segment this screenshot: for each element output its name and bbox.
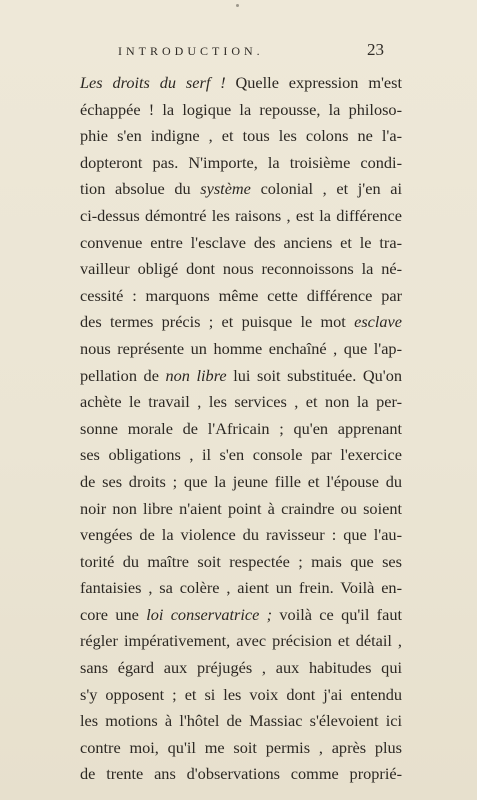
text-line	[80, 682, 402, 709]
page-number: 23	[367, 40, 384, 59]
text-segment: de ses droits ; que la jeune fille et l'épouse du	[80, 471, 402, 491]
text-segment: sonne morale de l'Africain ; qu'en apprenant	[80, 418, 402, 438]
text-segment: pellation de	[80, 365, 166, 385]
text-segment: s'y opposent ; et si les voix dont j'ai entendu	[80, 684, 402, 704]
italic-segment: système	[200, 179, 251, 199]
text-line	[80, 363, 402, 390]
text-line	[80, 469, 402, 496]
text-line	[80, 150, 402, 177]
text-segment: vengées de la violence du ravisseur : que l'au-	[80, 525, 402, 545]
text-line	[80, 522, 402, 549]
text-line	[80, 735, 402, 762]
body-text	[80, 70, 402, 788]
italic-segment: Les droits du serf !	[80, 73, 226, 92]
text-segment: core une	[80, 604, 147, 624]
text-line	[80, 309, 402, 336]
text-segment: torité du maître soit respectée ; mais que ses	[80, 551, 402, 571]
running-title: INTRODUCTION.	[118, 44, 264, 58]
text-segment: sans égard aux préjugés , aux habitudes qui	[80, 658, 402, 678]
text-line	[80, 389, 402, 416]
text-line	[80, 256, 402, 283]
text-segment: lui soit substituée. Qu'on	[226, 365, 402, 385]
italic-segment: loi conservatrice ;	[146, 604, 273, 624]
italic-segment: esclave	[354, 312, 402, 332]
text-segment: convenue entre l'esclave des anciens et le tra-	[80, 232, 402, 252]
text-segment: nous représente un homme enchaîné , que l'ap-	[80, 338, 402, 358]
text-line	[80, 602, 402, 629]
text-line	[80, 336, 402, 363]
text-line	[80, 761, 402, 788]
text-line	[80, 416, 402, 443]
text-line	[80, 442, 402, 469]
text-line	[80, 628, 402, 655]
text-segment: phie s'en indigne , et tous les colons ne l'a-	[80, 126, 402, 146]
text-segment: achète le travail , les services , et non la per-	[80, 392, 402, 412]
text-line	[80, 123, 402, 150]
text-line	[80, 655, 402, 682]
text-segment: voilà ce qu'il faut	[272, 604, 402, 624]
text-segment: noir non libre n'aient point à craindre ou soient	[80, 498, 402, 518]
text-line	[80, 283, 402, 310]
text-line	[80, 230, 402, 257]
text-line	[80, 97, 402, 124]
text-segment: Quelle expression m'est	[225, 73, 402, 92]
text-segment: tion absolue du	[80, 179, 201, 199]
text-segment: de trente ans d'observations comme proprié-	[80, 764, 402, 784]
text-segment: des termes précis ; et puisque le mot	[80, 312, 355, 332]
text-segment: ci-dessus démontré les raisons , est la différence	[80, 205, 402, 225]
text-segment: dopteront pas. N'importe, la troisième condi-	[80, 152, 402, 172]
text-line	[80, 549, 402, 576]
text-line	[80, 70, 402, 97]
print-mark	[236, 4, 239, 7]
text-segment: les motions à l'hôtel de Massiac s'élevoient ici	[80, 711, 402, 731]
text-line	[80, 708, 402, 735]
text-segment: ses obligations , il s'en console par l'exercice	[80, 445, 402, 465]
italic-segment: non libre	[165, 365, 227, 385]
text-line	[80, 176, 402, 203]
text-segment: fantaisies , sa colère , aient un frein. Voilà en-	[80, 578, 402, 598]
text-segment: échappée ! la logique la repousse, la philoso-	[80, 99, 402, 119]
text-line	[80, 496, 402, 523]
text-line	[80, 575, 402, 602]
text-segment: contre moi, qu'il me soit permis , après plus	[80, 737, 402, 757]
text-segment: colonial , et j'en ai	[250, 179, 402, 199]
text-segment: vailleur obligé dont nous reconnoissons la né-	[80, 259, 402, 279]
text-segment: régler impérativement, avec précision et détail ,	[80, 631, 402, 651]
text-segment: cessité : marquons même cette différence par	[80, 285, 402, 305]
text-line	[80, 203, 402, 230]
